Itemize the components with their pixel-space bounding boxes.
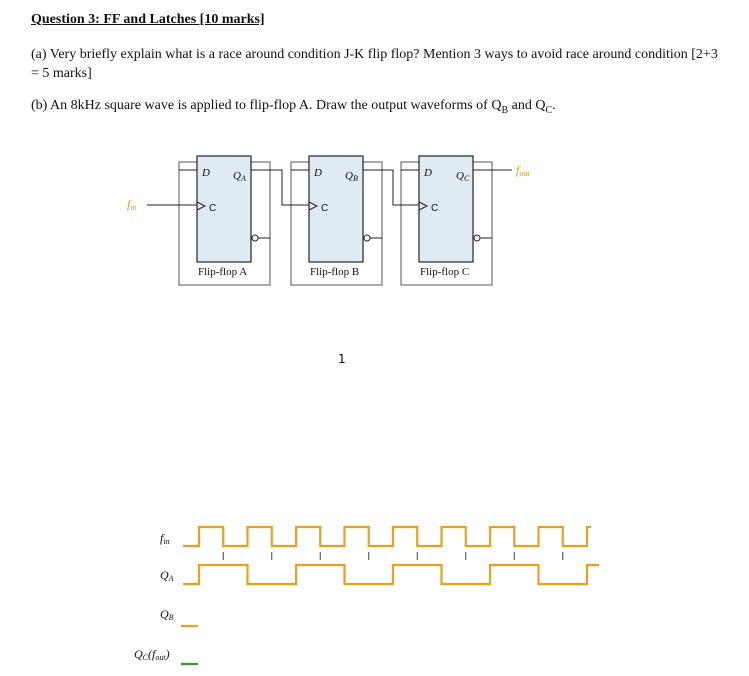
flip-flop-c-c-pin: C — [431, 203, 439, 214]
question-title: Question 3: FF and Latches [10 marks] — [31, 12, 265, 27]
flip-flop-c-qbar-bubble — [474, 235, 480, 241]
flip-flop-a-d-pin: D — [202, 167, 210, 179]
flip-flop-b-q-pin: QB — [345, 170, 358, 183]
part-b-sub-c: C — [545, 104, 553, 116]
fin-label: fin — [127, 197, 137, 212]
flip-flop-b — [291, 156, 382, 285]
flip-flop-a-q-pin: QA — [233, 170, 246, 183]
wave-label-qa: QA — [160, 568, 174, 583]
flip-flop-a — [179, 156, 270, 285]
flip-flop-a-qbar-bubble — [252, 235, 258, 241]
flip-flop-b-label: Flip-flop B — [310, 266, 360, 278]
flip-flop-c-label: Flip-flop C — [420, 266, 470, 278]
wave-label-qb: QB — [160, 607, 174, 622]
question-part-a: (a) Very briefly explain what is a race around condition J-K flip flop? Mention 3 ways to avoid race around condition [2+3 = 5 marks] — [31, 47, 718, 81]
part-b-text: (b) An 8kHz square wave is applied to flip-flop A. Draw the output waveforms of Q — [31, 98, 502, 113]
wave-label-qc: QC(fout) — [134, 647, 170, 662]
flip-flop-c-d-pin: D — [424, 167, 432, 179]
flip-flop-b-qbar-bubble — [364, 235, 370, 241]
waveform-labels — [134, 531, 174, 662]
qa-waveform — [183, 565, 599, 584]
flip-flop-c-q-pin: QC — [456, 170, 470, 183]
flip-flop-c — [401, 156, 492, 285]
flip-flop-a-c-pin: C — [209, 203, 217, 214]
edge-tick-marks — [223, 552, 563, 560]
flip-flop-b-c-pin: C — [321, 203, 329, 214]
flip-flop-a-label: Flip-flop A — [198, 266, 248, 278]
wave-label-fin: fin — [160, 531, 170, 546]
part-b-sub-b: B — [501, 104, 509, 116]
part-b-end: . — [552, 98, 556, 113]
fin-waveform — [183, 527, 591, 546]
fout-label: fout — [516, 163, 530, 178]
page-number: 1 — [338, 352, 346, 366]
flip-flop-b-d-pin: D — [314, 167, 322, 179]
part-b-mid: and Q — [508, 98, 546, 113]
